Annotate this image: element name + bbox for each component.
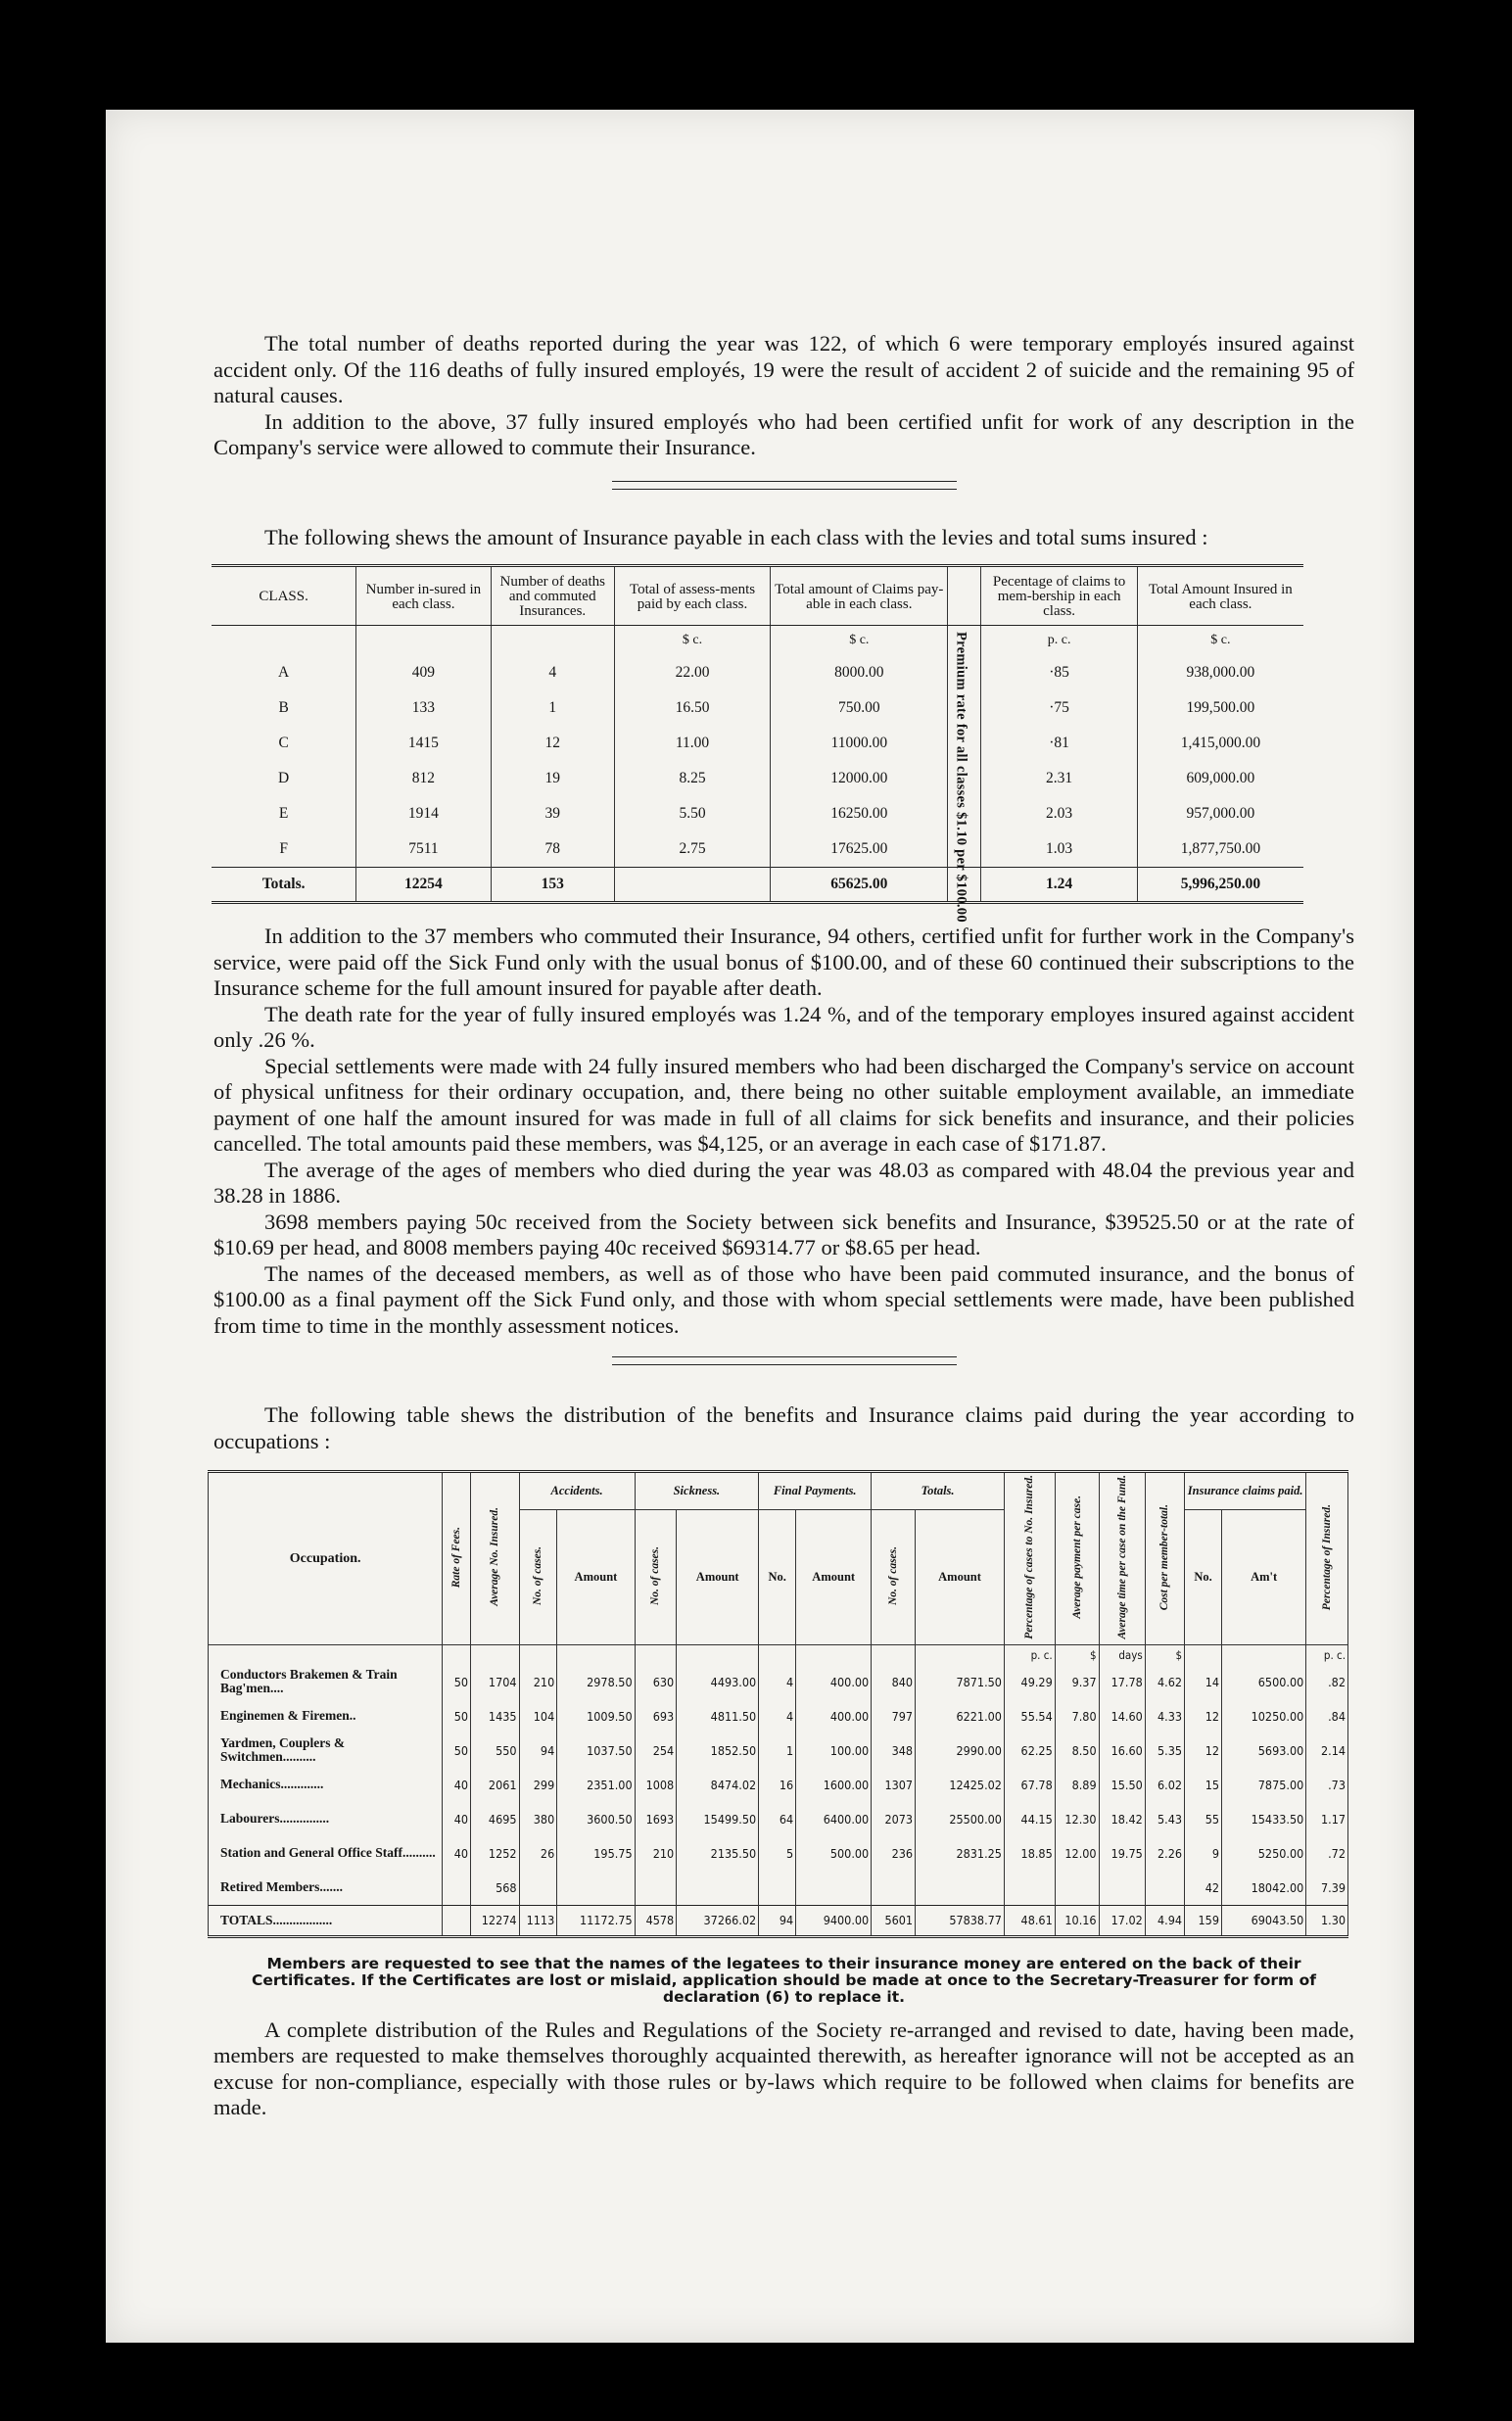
table2-cell: 5693.00 (1222, 1733, 1306, 1768)
table2-cell (1099, 1871, 1145, 1906)
legatees-notice: Members are requested to see that the names of the legatees to their insurance money are entered on the back of their Certificates. If the Certificates are lost or mislaid, application should be made at once to the Secretary-Treasurer for form of declaration (6) to replace it. (252, 1954, 1316, 2006)
table2-cell: 236 (872, 1836, 916, 1871)
table2-cell: 2978.50 (557, 1665, 635, 1699)
table2-cell: 4 (759, 1665, 796, 1699)
table2-cell: 1.30 (1306, 1905, 1348, 1936)
occupation-cell: Conductors Brakemen & Train Bag'men.... (209, 1665, 443, 1699)
paragraph-average-age: The average of the ages of members who died during the year was 48.03 as compared with 48.04 the previous year and 38.28 in 1886. (213, 1157, 1354, 1208)
table2-cell: 49.29 (1004, 1665, 1055, 1699)
paragraph-death-rate: The death rate for the year of fully insured employés was 1.24 %, and of the temporary employes insured against accident only .26 %. (213, 1001, 1354, 1052)
table2-cell: 64 (759, 1802, 796, 1836)
paragraph-special-settlements: Special settlements were made with 24 fully insured members who had been discharged the Company's service on account of physical unfitness for their ordinary occupation, and, there being no other suitable employment available, an immediate payment of one half the amount insured for was made in full of all claims for sick benefits and insurance, and their policies cancelled. The total amounts paid these members, was $4,125, or an average in each case of $171.87. (213, 1053, 1354, 1156)
table2-header-rate: Rate of Fees. (443, 1472, 471, 1645)
table2-header-avg-payment: Average payment per case. (1055, 1472, 1099, 1645)
table1-row: F 7511 78 2.75 17625.00 1.03 1,877,750.00 (212, 831, 1303, 868)
table2-cell: 159 (1185, 1905, 1222, 1936)
table2-cell: 14 (1185, 1665, 1222, 1699)
table2-cell: 7875.00 (1222, 1768, 1306, 1802)
table2-cell: 1037.50 (557, 1733, 635, 1768)
table2-header-row (209, 1472, 1348, 1510)
table1-header-row (212, 566, 1303, 626)
table2-cell: 1113 (519, 1905, 557, 1936)
table2-cell: 16.60 (1099, 1733, 1145, 1768)
table2-row (209, 1871, 1348, 1906)
table2-cell: 348 (872, 1733, 916, 1768)
table2-cell: 37266.02 (677, 1905, 759, 1936)
table2-cell: 1.17 (1306, 1802, 1348, 1836)
table2-cell: 1009.50 (557, 1699, 635, 1733)
table2-cell: 630 (635, 1665, 677, 1699)
table1-header-deaths: Number of deaths and commuted Insurances. (491, 566, 614, 626)
table2-cell: 840 (872, 1665, 916, 1699)
table2-cell: 9 (1185, 1836, 1222, 1871)
table2-cell: 18.85 (1004, 1836, 1055, 1871)
table2-cell: 6.02 (1145, 1768, 1184, 1802)
table2-cell: 299 (519, 1768, 557, 1802)
table2-cell (1145, 1871, 1184, 1906)
table2-cell: 2990.00 (916, 1733, 1005, 1768)
occupation-cell: Enginemen & Firemen.. (209, 1699, 443, 1733)
table2-cell: 15 (1185, 1768, 1222, 1802)
table2-sub-sick-cases: No. of cases. (635, 1509, 677, 1644)
table2-cell: 18.42 (1099, 1802, 1145, 1836)
paragraph-sick-fund: In addition to the 37 members who commuted their Insurance, 94 others, certified unfit for further work in the Company's service, were paid off the Sick Fund only with the usual bonus of $100.00, and of these 60 continued their subscriptions to the Insurance scheme for the full amount insured for payable after death. (213, 924, 1354, 1000)
table2-cell (872, 1871, 916, 1906)
table2-sub-total-cases: No. of cases. (872, 1509, 916, 1644)
table2-cell: 1693 (635, 1802, 677, 1836)
table2-sub-ins-no: No. (1185, 1509, 1222, 1644)
table2-cell: 4811.50 (677, 1699, 759, 1733)
table2-cell: 4.33 (1145, 1699, 1184, 1733)
table2-cell: 50 (443, 1665, 471, 1699)
table2-cell: 14.60 (1099, 1699, 1145, 1733)
table2-cell: 4695 (471, 1802, 519, 1836)
table2-sub-ins-amt: Am't (1222, 1509, 1306, 1644)
table1-row: D 812 19 8.25 12000.00 2.31 609,000.00 (212, 761, 1303, 796)
table1-header-total: Total Amount Insured in each class. (1137, 566, 1303, 626)
table2-cell: 797 (872, 1699, 916, 1733)
table2-cell: 1852.50 (677, 1733, 759, 1768)
table2-cell: 69043.50 (1222, 1905, 1306, 1936)
paragraph-members-paying: 3698 members paying 50c received from the Society between sick benefits and Insurance, $39525.50 or at the rate of $10.69 per head, and 8008 members paying 40c received $69314.77 or $8.65 per head. (213, 1209, 1354, 1259)
table2-sub-sick-amount: Amount (677, 1509, 759, 1644)
table2-cell: 693 (635, 1699, 677, 1733)
table2-cell: 5250.00 (1222, 1836, 1306, 1871)
table2-sub-final-no: No. (759, 1509, 796, 1644)
table2-cell: 50 (443, 1733, 471, 1768)
table2-cell: 4.62 (1145, 1665, 1184, 1699)
occupation-cell: Station and General Office Staff.......... (209, 1836, 443, 1871)
table2-row (209, 1802, 1348, 1836)
table2-cell: 15433.50 (1222, 1802, 1306, 1836)
table2-cell: 2061 (471, 1768, 519, 1802)
occupation-cell: Retired Members....... (209, 1871, 443, 1906)
table2-header-totals: Totals. (872, 1472, 1005, 1510)
paragraph-deceased-names: The names of the deceased members, as well as of those who have been paid commuted insurance, and the bonus of $100.00 as a final payment off the Sick Fund only, and those with whom special settlements were made, have been published from time to time in the monthly assessment notices. (213, 1260, 1354, 1338)
table2-cell: 6400.00 (796, 1802, 872, 1836)
table2-cell: 5.35 (1145, 1733, 1184, 1768)
table1-units-row (212, 626, 1303, 656)
table1-header-claims: Total amount of Claims pay-able in each class. (771, 566, 948, 626)
table2-cell: 8.50 (1055, 1733, 1099, 1768)
table2-cell: 7.39 (1306, 1871, 1348, 1906)
premium-rate-text: Premium rate for all classes $1.10 per $100.00 (953, 632, 969, 923)
table2-cell: 2135.50 (677, 1836, 759, 1871)
occupation-distribution-table (208, 1470, 1348, 1938)
table2-cell: 40 (443, 1802, 471, 1836)
table2-cell: 19.75 (1099, 1836, 1145, 1871)
table2-header-pct-cases: Percentage of cases to No. Insured. (1004, 1472, 1055, 1645)
table2-sub-final-amount: Amount (796, 1509, 872, 1644)
table2-cell: 12425.02 (916, 1768, 1005, 1802)
table2-cell (635, 1871, 677, 1906)
table2-cell: 1435 (471, 1699, 519, 1733)
table2-cell (1055, 1871, 1099, 1906)
table2-cell: 4578 (635, 1905, 677, 1936)
table2-cell: 3600.50 (557, 1802, 635, 1836)
divider-2 (612, 1356, 957, 1365)
table2-cell: 2073 (872, 1802, 916, 1836)
table2-intro: The following table shews the distribution of the benefits and Insurance claims paid during the year according to occupations : (213, 1402, 1354, 1453)
insurance-class-table (212, 564, 1303, 923)
table2-cell: 12.30 (1055, 1802, 1099, 1836)
table2-header-insurance: Insurance claims paid. (1185, 1472, 1306, 1510)
table2-cell: 50 (443, 1699, 471, 1733)
table2-cell: 15.50 (1099, 1768, 1145, 1802)
table2-cell (759, 1871, 796, 1906)
table2-cell: 6221.00 (916, 1699, 1005, 1733)
table2-cell: 5.43 (1145, 1802, 1184, 1836)
table2-cell: 25500.00 (916, 1802, 1005, 1836)
table2-cell: 9.37 (1055, 1665, 1099, 1699)
table2-cell: 1252 (471, 1836, 519, 1871)
table2-cell: 2.14 (1306, 1733, 1348, 1768)
table2-cell: .84 (1306, 1699, 1348, 1733)
table2-cell: 62.25 (1004, 1733, 1055, 1768)
occupation-cell: Labourers............... (209, 1802, 443, 1836)
table1-unit-total: $ c. (1137, 626, 1303, 656)
table1-intro: The following shews the amount of Insurance payable in each class with the levies and total sums insured : (264, 524, 1208, 549)
table2-cell: 55.54 (1004, 1699, 1055, 1733)
table2-cell: 550 (471, 1733, 519, 1768)
table2-header-avg-insured: Average No. Insured. (471, 1472, 519, 1645)
table2-cell: 26 (519, 1836, 557, 1871)
table2-cell: 42 (1185, 1871, 1222, 1906)
table1-row: E 1914 39 5.50 16250.00 2.03 957,000.00 (212, 796, 1303, 831)
table2-cell (519, 1871, 557, 1906)
table2-units-row: p. c. $ days $ p. c. (209, 1644, 1348, 1665)
table2-cell: 1307 (872, 1768, 916, 1802)
table2-cell: 16 (759, 1768, 796, 1802)
table2-cell (677, 1871, 759, 1906)
table2-cell: 6500.00 (1222, 1665, 1306, 1699)
table1-unit-claims: $ c. (771, 626, 948, 656)
page-content (213, 215, 1354, 2121)
table2-cell (443, 1905, 471, 1936)
table2-cell: 17.78 (1099, 1665, 1145, 1699)
table2-sub-acc-cases: No. of cases. (519, 1509, 557, 1644)
table1-header-class: CLASS. (212, 566, 356, 626)
table2-cell: 11172.75 (557, 1905, 635, 1936)
paragraph-commuted: In addition to the above, 37 fully insured employés who had been certified unfit for work of any description in the Company's service were allowed to commute their Insurance. (213, 408, 1354, 459)
table2-cell (557, 1871, 635, 1906)
table1-row: A 409 4 22.00 8000.00 ·85 938,000.00 (212, 655, 1303, 690)
table2-total-row (209, 1905, 1348, 1936)
table2-cell: 57838.77 (916, 1905, 1005, 1936)
table1-unit-percentage: p. c. (1047, 633, 1071, 647)
table2-cell: 8474.02 (677, 1768, 759, 1802)
table2-cell: 4493.00 (677, 1665, 759, 1699)
table2-row (209, 1768, 1348, 1802)
table2-cell: 15499.50 (677, 1802, 759, 1836)
table2-cell: 7.80 (1055, 1699, 1099, 1733)
occupation-cell: Yardmen, Couplers & Switchmen.......... (209, 1733, 443, 1768)
table2-cell: .82 (1306, 1665, 1348, 1699)
table2-cell: 48.61 (1004, 1905, 1055, 1936)
table2-cell: 94 (519, 1733, 557, 1768)
table2-cell: 500.00 (796, 1836, 872, 1871)
table2-cell: 40 (443, 1836, 471, 1871)
table2-header-accidents: Accidents. (519, 1472, 635, 1510)
table2-cell (916, 1871, 1005, 1906)
table2-cell: 10.16 (1055, 1905, 1099, 1936)
table2-sub-total-amount: Amount (916, 1509, 1005, 1644)
occupation-cell: Mechanics............. (209, 1768, 443, 1802)
table2-row (209, 1699, 1348, 1733)
table2-header-avg-time: Average time per case on the Fund. (1099, 1472, 1145, 1645)
table2-cell: 100.00 (796, 1733, 872, 1768)
table1-header-premium-spacer (948, 566, 981, 626)
table2-cell: 104 (519, 1699, 557, 1733)
table2-cell: 2351.00 (557, 1768, 635, 1802)
table2-header-cost: Cost per member-total. (1145, 1472, 1184, 1645)
table2-cell: .73 (1306, 1768, 1348, 1802)
table2-cell: 10250.00 (1222, 1699, 1306, 1733)
table2-cell: 195.75 (557, 1836, 635, 1871)
table2-body (209, 1644, 1348, 1936)
table2-cell: 55 (1185, 1802, 1222, 1836)
table1-header-percentage: Pecentage of claims to mem-bership in each class. (981, 566, 1137, 626)
table2-cell: 400.00 (796, 1699, 872, 1733)
table2-row (209, 1665, 1348, 1699)
table2-cell: 40 (443, 1768, 471, 1802)
table2-cell: 1008 (635, 1768, 677, 1802)
table2-cell (796, 1871, 872, 1906)
premium-rate-note (948, 626, 981, 923)
table2-cell: 12 (1185, 1699, 1222, 1733)
table2-header-pct-insured: Percentage of Insured. (1306, 1472, 1348, 1645)
table2-cell: 67.78 (1004, 1768, 1055, 1802)
table2-cell: 4 (759, 1699, 796, 1733)
commentary-section (213, 924, 1354, 1339)
table2-header-sickness: Sickness. (635, 1472, 759, 1510)
table2-cell: 400.00 (796, 1665, 872, 1699)
table2-cell: .72 (1306, 1836, 1348, 1871)
table2-cell: 94 (759, 1905, 796, 1936)
table2-cell (443, 1871, 471, 1906)
table2-header-occupation: Occupation. (209, 1472, 443, 1645)
table2-cell: 210 (635, 1836, 677, 1871)
table2-header-final: Final Payments. (759, 1472, 872, 1510)
table2-cell: 2.26 (1145, 1836, 1184, 1871)
table2-cell: 12 (1185, 1733, 1222, 1768)
table2-cell: 17.02 (1099, 1905, 1145, 1936)
table2-cell: 4.94 (1145, 1905, 1184, 1936)
table2-cell: 44.15 (1004, 1802, 1055, 1836)
table2-cell: 12.00 (1055, 1836, 1099, 1871)
table2-cell (1004, 1871, 1055, 1906)
table2-cell: 7871.50 (916, 1665, 1005, 1699)
table2-cell: 568 (471, 1871, 519, 1906)
table2-cell: 1704 (471, 1665, 519, 1699)
table2-cell: 5601 (872, 1905, 916, 1936)
divider-1 (612, 481, 957, 490)
table2-cell: 210 (519, 1665, 557, 1699)
table2-cell: 380 (519, 1802, 557, 1836)
table2-cell: 2831.25 (916, 1836, 1005, 1871)
table1-unit-assessments: $ c. (614, 626, 770, 656)
closing-paragraph: A complete distribution of the Rules and Regulations of the Society re-arranged and revised to date, having been made, members are requested to make themselves thoroughly acquainted therewith, as hereafter ignorance will not be accepted as an excuse for non-compliance, especially with those rules or by-laws which require to be followed when claims for benefits are made. (213, 2017, 1354, 2120)
occupation-cell: TOTALS.................. (209, 1905, 443, 1936)
deaths-summary-section (213, 331, 1354, 461)
table2-cell: 1 (759, 1733, 796, 1768)
table1-header-assessments: Total of assess-ments paid by each class. (614, 566, 770, 626)
table1-row: C 1415 12 11.00 11000.00 ·81 1,415,000.00 (212, 726, 1303, 761)
table1-row: B 133 1 16.50 750.00 ·75 199,500.00 (212, 690, 1303, 726)
table2-cell: 5 (759, 1836, 796, 1871)
table2-cell: 18042.00 (1222, 1871, 1306, 1906)
paragraph-deaths: The total number of deaths reported during the year was 122, of which 6 were temporary employés insured against accident only. Of the 116 deaths of fully insured employés, 19 were the result of accident 2 of suicide and the remaining 95 of natural causes. (213, 331, 1354, 407)
table2-row (209, 1733, 1348, 1768)
document-page (106, 110, 1414, 2343)
table2-cell: 1600.00 (796, 1768, 872, 1802)
table2-cell: 254 (635, 1733, 677, 1768)
table2-cell: 12274 (471, 1905, 519, 1936)
table1-header-insured: Number in-sured in each class. (356, 566, 491, 626)
table1-total-row: Totals. 12254 153 65625.00 1.24 5,996,250.00 (212, 868, 1303, 903)
table2-row (209, 1836, 1348, 1871)
table2-sub-acc-amount: Amount (557, 1509, 635, 1644)
table2-cell: 9400.00 (796, 1905, 872, 1936)
table2-cell: 8.89 (1055, 1768, 1099, 1802)
